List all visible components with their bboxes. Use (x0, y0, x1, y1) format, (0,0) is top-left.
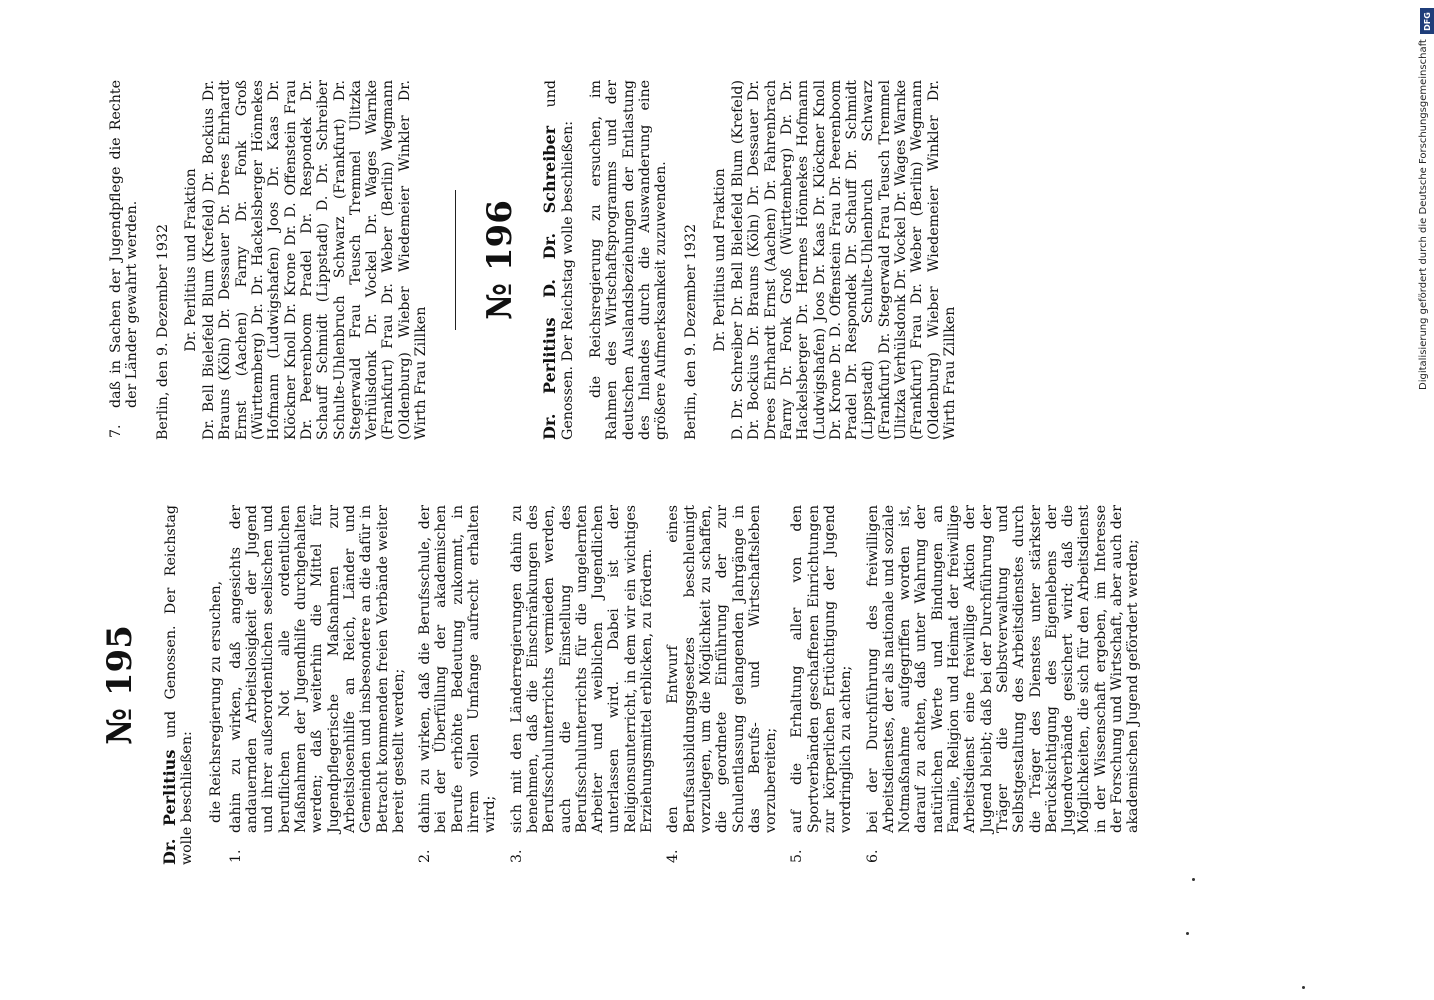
motion-195-items (228, 505, 1142, 865)
scan-speck (1302, 986, 1305, 989)
motion-196-body: die Reichsregierung zu ersuchen, im Rahmen des Wirtschaftsprogramms und der deutschen Auslandsbeziehungen der Entlastung des Inlandes durch die Auswanderung eine größere Aufmerksamkeit zuzuwenden. (587, 80, 670, 440)
scan-speck (1186, 932, 1189, 935)
item-number: 5. (789, 849, 806, 863)
motion-196-signatories: D. Dr. Schreiber Dr. Bell Bielefeld Blum (Krefeld) Dr. Bockius Dr. Brauns (Köln) Dr. Dessauer Dr. Drees Ehrhardt Ernst (Aachen) Dr. Fahrenbrach Farny Dr. Fonk Groß (Württemberg) Dr. Dr. Hackelsberger Dr. Hermes Hönnekes Hofmann (Ludwigshafen) Joos Dr. Kaas Dr. Klöckner Knoll Dr. Krone Dr. D. Offenstein Frau Dr. Peerenboom Pradel Dr. Respondek Dr. Schauff Dr. Schmidt (Lippstadt) Schulte-Uhlenbruch Schwarz (Frankfurt) Dr. Stegerwald Frau Teusch Tremmel Ulitzka Verhülsdonk Dr. Vockel Dr. Wages Warnke (Frankfurt) Frau Dr. Weber (Berlin) Wegmann (Oldenburg) Wieber Wiedemeier Winkler Dr. Wirth Frau Zillken (730, 80, 958, 440)
list-item (108, 80, 141, 440)
motion-196-intro (542, 80, 576, 440)
list-item (865, 505, 1142, 865)
list-item (417, 505, 498, 865)
motion-196-intro-text: und Genossen. Der Reichstag wolle beschließen: (543, 80, 576, 440)
list-item (665, 505, 779, 865)
motion-number-196: № 196 (480, 200, 521, 320)
list-item (789, 505, 854, 865)
motion-196-column (108, 80, 958, 440)
item-number: 1. (227, 849, 244, 863)
motion-number-195: № 195 (100, 625, 140, 745)
item-text: daß in Sachen der Jugendpflege die Rechte der Länder gewahrt werden. (108, 80, 141, 408)
list-item (228, 505, 407, 865)
scan-speck (1192, 878, 1195, 881)
item-text: den Entwurf eines Berufsausbildungsgesetzes beschleunigt vorzulegen, um die Möglichkeit zu schaffen, die geordnete Einführung der zur Schulentlassung gelangenden Jahrgänge in das Berufs- und Wirtschaftsleben vorzubereiten; (665, 505, 780, 833)
item-number: 4. (665, 849, 682, 863)
item-number: 2. (417, 849, 434, 863)
item-number: 3. (508, 849, 525, 863)
item-text: sich mit den Länderregierungen dahin zu benehmen, daß die Einschränkungen des Berufsschulunterrichts vermieden werden, auch die Einstellung des Berufsschulunterrichts für die ungelernten Arbeiter und weiblichen Jugendlichen unterlassen wird. Dabei ist der Religionsunterricht, in dem wir ein wichtiges Erziehungsmittel erblicken, zu fördern. (508, 505, 656, 833)
motion-195-signatories: Dr. Bell Bielefeld Blum (Krefeld) Dr. Bockius Dr. Brauns (Köln) Dr. Dessauer Dr. Drees Ehrhardt Ernst (Aachen) Farny Dr. Fonk Groß (Württemberg) Dr. Dr. Hackelsberger Hönnekes Hofmann (Ludwigshafen) Joos Dr. Kaas Dr. Klöckner Knoll Dr. Krone Dr. D. Offenstein Frau Dr. Peerenboom Pradel Dr. Respondek Dr. Schauff Schmidt (Lippstadt) D. Dr. Schreiber Schulte-Uhlenbruch Schwarz (Frankfurt) Dr. Stegerwald Frau Teusch Tremmel Ulitzka Verhülsdonk Dr. Vockel Dr. Wages Warnke (Frankfurt) Frau Dr. Weber (Berlin) Wegmann (Oldenburg) Wieber Wiedemeier Winkler Dr. Wirth Frau Zillken (201, 80, 430, 440)
motion-195-author: Dr. Perlitius (160, 749, 179, 865)
motion-195-items-continued (108, 80, 141, 440)
item-text: bei der Durchführung des freiwilligen Arbeitsdienstes, der als nationale und soziale Notmaßnahme aufgegriffen worden ist, darauf zu achten, daß unter Wahrung der natürlichen Werte und Bindungen an Familie, Religion und Heimat der freiwillige Arbeitsdienst eine freiwillige Aktion der Jugend bleibt; daß bei der Durchführung der Träger die Selbstverwaltung und Selbstgestaltung des Arbeitsdienstes durch die Träger des Dienstes unter stärkster Berücksichtigung des Eigenlebens der Jugendverbände gesichert wird; daß die Möglichkeiten, die sich für den Arbeitsdienst in der Wissenschaft ergeben, im Interesse der Forschung und Wirtschaft, aber auch der akademischen Jugend gefördert werden; (864, 505, 1142, 833)
item-text: dahin zu wirken, daß die Berufsschule, der bei der Überfüllung der akademischen Berufe erhöhte Bedeutung zukommt, in ihrem vollen Umfange aufrecht erhalten wird; (417, 505, 499, 833)
motion-195-date: Berlin, den 9. Dezember 1932 (154, 224, 171, 440)
digitization-note (1418, 10, 1434, 390)
digitization-note-text: Digitalisierung gefördert durch die Deutsche Forschungsgemeinschaft (1418, 39, 1429, 390)
dfg-logo-text: DFG (1422, 11, 1432, 31)
motion-196-fraction: Dr. Perlitius und Fraktion (711, 168, 728, 352)
motion-195-lead: die Reichsregierung zu ersuchen, (207, 580, 224, 823)
section-divider (455, 190, 456, 330)
item-text: dahin zu wirken, daß angesichts der andauernden Arbeitslosigkeit der Jugend und ihrer außerordentlichen seelischen und beruflichen Not alle ordentlichen Maßnahmen der Jugendhilfe durchgehalten werden; daß weiterhin die Mittel für Jugendpflegerische Maßnahmen zur Arbeitslosenhilfe an Reich, Länder und Gemeinden und insbesondere an die dafür in Betracht kommenden freien Verbände weiter bereit gestellt werden; (227, 505, 407, 833)
motion-195-fraction: Dr. Perlitius und Fraktion (182, 168, 199, 352)
motion-195-intro-text: und Genossen. Der Reichstag wolle beschließen: (163, 505, 196, 865)
item-text: auf die Erhaltung aller von den Sportverbänden geschaffenen Einrichtungen zur körperlichen Ertüchtigung der Jugend vordringlich zu achten; (789, 505, 855, 833)
list-item (509, 505, 656, 865)
motion-195-intro (162, 505, 196, 865)
item-number: 7. (108, 424, 124, 438)
motion-195-column (100, 505, 1152, 865)
motion-196-date: Berlin, den 9. Dezember 1932 (683, 224, 700, 440)
motion-196-authors: Dr. Perlitius D. Dr. Schreiber (540, 125, 560, 440)
item-number: 6. (864, 849, 881, 863)
